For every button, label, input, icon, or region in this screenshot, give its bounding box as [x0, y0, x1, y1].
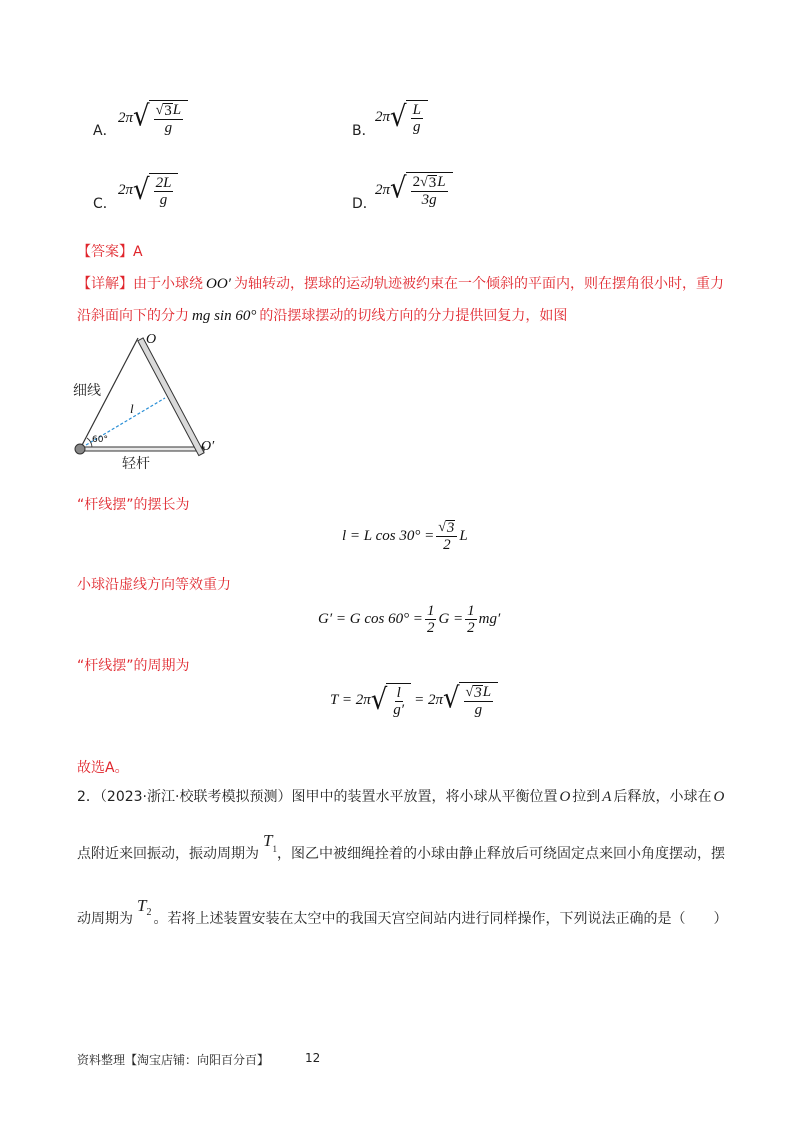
option-b [352, 120, 376, 140]
label-l: l [130, 401, 134, 416]
option-b-formula: 2π √ $\frac{L}{g}$ [375, 100, 428, 135]
step-3-text: “杆线摆”的周期为 [77, 658, 190, 674]
option-c [93, 193, 117, 213]
question-number: 2． [77, 789, 100, 805]
step-1-text: “杆线摆”的摆长为 [77, 497, 190, 513]
label-O-prime: O′ [201, 439, 215, 454]
option-d-formula: 2π √ 2 √ 3 L 3g [375, 172, 453, 208]
force-formula: mg sin 60° [192, 308, 257, 324]
label-O: O [146, 332, 157, 347]
question-2-line-3: 动周期为$T^2$ 。若将上述装置安装在太空中的我国天宫空间站内进行同样操作，下列说法正确的是（ ） [77, 896, 728, 927]
label-angle: 60° [92, 435, 108, 445]
question-2-line-1: 2．（2023·浙江·校联考模拟预测）图甲中的装置水平放置，将小球从平衡位置 O 拉到 A 后释放，小球在 O [77, 789, 725, 805]
pendulum-figure [70, 330, 220, 470]
ball [75, 444, 85, 454]
axis-symbol: OO′ [206, 276, 231, 292]
step-2-equation: G′ = G cos 60° = $\frac{1}{2}$ G = $\frac{1}{2}$ mg′ [318, 603, 501, 636]
footer-source: 资料整理【淘宝店铺：向阳百分百】 [77, 1053, 270, 1067]
option-d [352, 193, 377, 213]
answer-label: 【答案】 [77, 244, 133, 260]
option-letter: B． [352, 123, 376, 139]
option-a-formula: 2π √ √ 3 L g [118, 100, 188, 136]
symbol-T2: T [137, 896, 147, 915]
option-letter: D． [352, 196, 377, 212]
answer-line [77, 242, 143, 262]
rotation-axis-rod [138, 338, 204, 456]
page-number: 12 [305, 1051, 321, 1065]
option-letter: C． [93, 196, 117, 212]
step-2-text: 小球沿虚线方向等效重力 [77, 577, 231, 593]
label-rod: 轻杆 [122, 456, 150, 470]
step-3-equation: T = 2π √ $\frac{l}{g'}$ = 2π √ √ 3 L g [330, 682, 498, 718]
question-2-line-2: 点附近来回振动，振动周期为$T^1$，图乙中被细绳拴着的小球由静止释放后可绕固定点来回小角度摆动，摆 [77, 831, 725, 862]
symbol-T1: T [263, 831, 273, 850]
label-string: 细线 [73, 383, 101, 399]
option-a [93, 98, 117, 139]
answer-value: A [133, 244, 143, 260]
option-c-formula: 2π √ $\frac{2L}{g}$ [118, 173, 178, 208]
detail-label: 【详解】 [77, 276, 133, 292]
option-letter: A． [93, 123, 117, 139]
detail-line-2: 沿斜面向下的分力 mg sin 60° 的沿摆球摆动的切线方向的分力提供回复力，如图 [77, 308, 568, 324]
detail-line-1: 【详解】由于小球绕 OO′ 为轴转动，摆球的运动轨迹被约束在一个倾斜的平面内，则在摆角很小时，重力 [77, 276, 724, 292]
light-rod [80, 447, 204, 451]
step-1-equation: l = L cos 30° = √ 3 2 L [342, 520, 468, 553]
conclusion: 故选A。 [77, 760, 129, 776]
